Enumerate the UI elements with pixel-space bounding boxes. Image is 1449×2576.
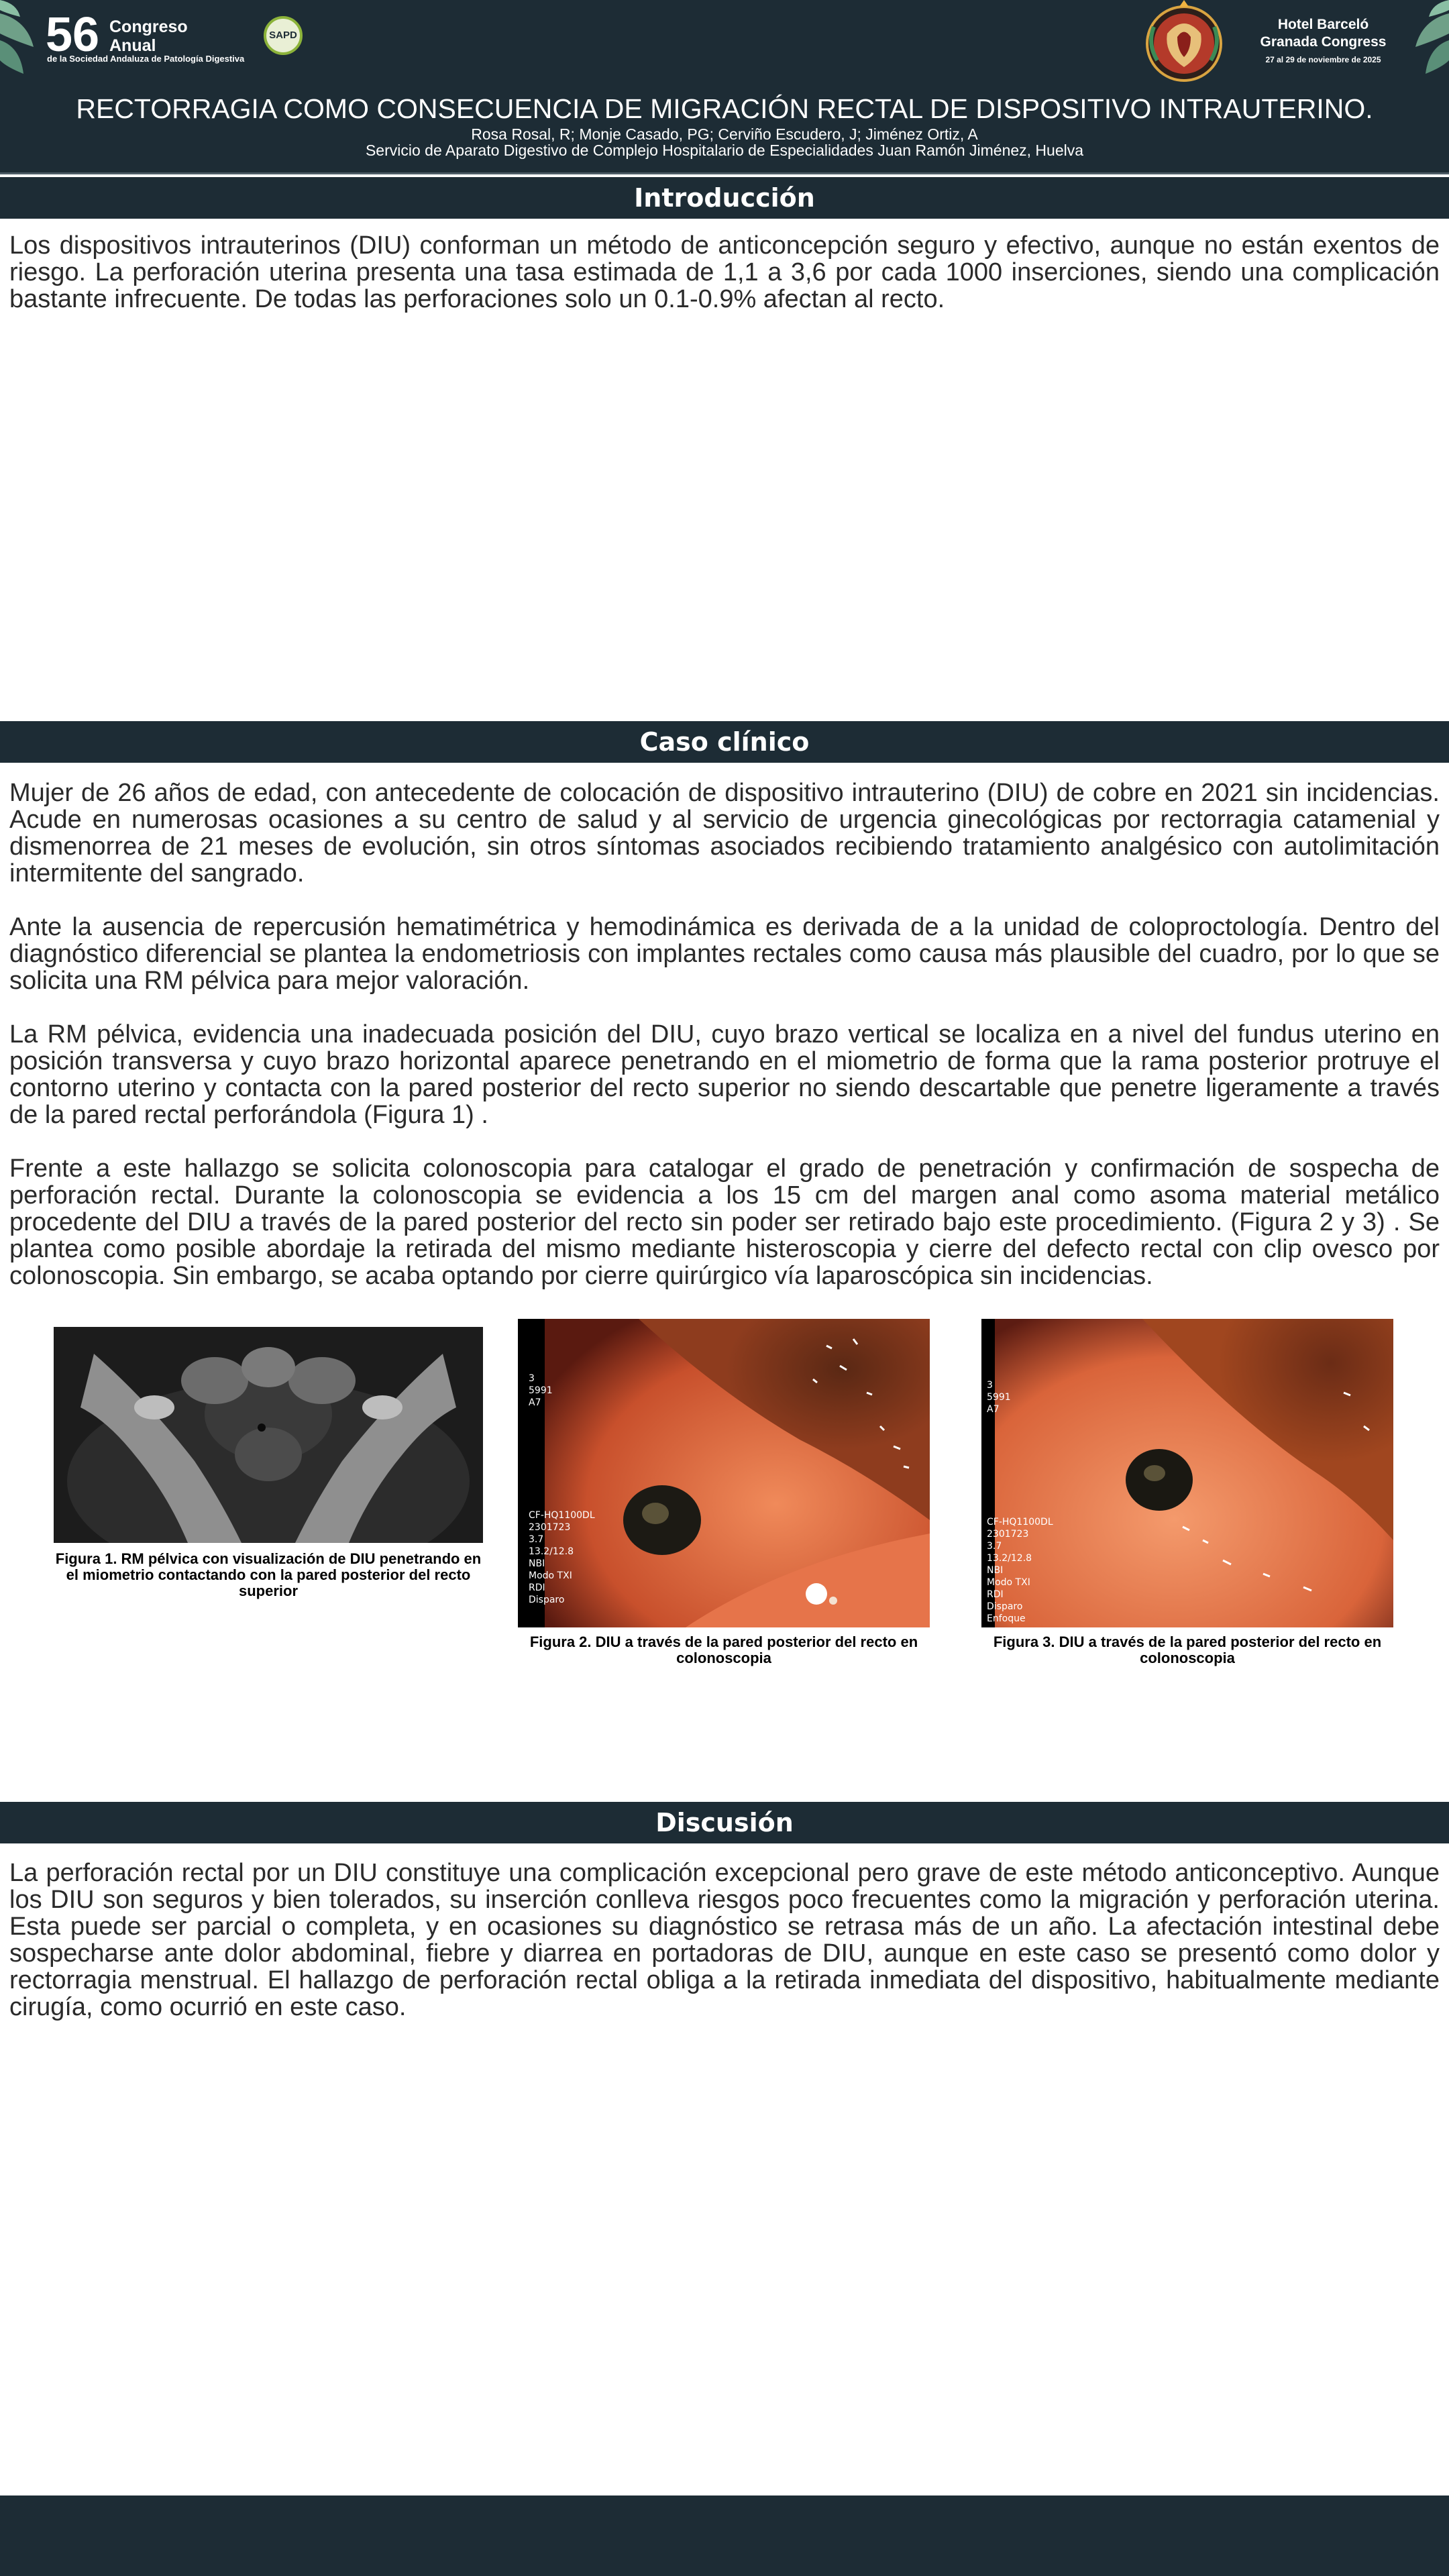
case-paragraph-3: La RM pélvica, evidencia una inadecuada posición del DIU, cuyo brazo vertical se localiza en a nivel del fundus uterino en posición transversa y cuyo brazo horizontal aparece penetrando en el miometrio de forma que la rama posterior protruye el contorno uterino y contacta con la pared posterior del recto superior no siendo descartable que penetre ligeramente a través de la pared rectal perforándola (Figura 1) . [9, 1020, 1440, 1129]
leaf-decoration-left [0, 0, 47, 80]
case-heading: Caso clínico [0, 721, 1449, 763]
congress-word-2: Anual [109, 36, 156, 55]
case-paragraph-2: Ante la ausencia de repercusión hematimétrica y hemodinámica es derivada de a la unidad de coloproctología. Dentro del diagnóstico diferencial se plantea la endometriosis con implantes rectales como causa más plausible del cuadro, por lo que se solicita una RM pélvica para mejor valoración. [9, 913, 1440, 995]
congress-word-1: Congreso [109, 17, 188, 36]
discussion-paragraph: La perforación rectal por un DIU constituye una complicación excepcional pero grave de este método anticonceptivo. Aunque los DIU son seguros y bien tolerados, su inserción conlleva riesgos poco frecuentes como la migración y perforación uterina. Esta puede ser parcial o completa, y en ocasiones su diagnóstico se retrasa más de un año. La afectación intestinal debe sospecharse ante dolor abdominal, fiebre y diarrea en portadoras de DIU, aunque en este caso se presentó como dolor y rectorragia menstrual. El hallazgo de perforación rectal obliga a la retirada inmediata del dispositivo, habitualmente mediante cirugía, como ocurrió en este caso. [9, 1859, 1440, 2021]
granada-crest-icon [1140, 0, 1228, 84]
affiliation: Servicio de Aparato Digestivo de Complejo Hospitalario de Especialidades Juan Ramón Jiménez, Huelva [365, 142, 1084, 159]
intro-text [9, 232, 1440, 313]
sapd-logo: SAPD [264, 16, 303, 55]
intro-heading: Introducción [0, 177, 1449, 219]
congress-number: 56 [46, 8, 100, 62]
congress-subtitle: de la Sociedad Andaluza de Patología Digestiva [47, 54, 245, 64]
poster-header [0, 0, 1449, 174]
colonoscopy-image-3 [981, 1319, 1393, 1627]
venue-line-1: Hotel Barceló [1277, 17, 1369, 32]
venue-line-2: Granada Congress [1260, 34, 1387, 50]
endoscope-overlay-3: 3 5991 A7 CF-HQ1100DL 2301723 3.7 13.2/12.8 NBI Modo TXI RDI Disparo Enfoque [987, 1380, 1053, 1624]
leaf-decoration-right [1402, 0, 1449, 80]
congress-logo [46, 7, 297, 70]
discussion-text [9, 1860, 1440, 2021]
poster-footer [0, 2496, 1449, 2576]
case-text [9, 780, 1440, 1289]
colonoscopy-image-2 [518, 1319, 930, 1627]
case-paragraph-1: Mujer de 26 años de edad, con antecedente de colocación de dispositivo intrauterino (DIU) de cobre en 2021 sin incidencias. Acude en numerosas ocasiones a su centro de salud y al servicio de urgencia ginecológicas por rectorragia catamenial y dismenorrea de 21 meses de evolución, sin otros síntomas asociados recibiendo tratamiento analgésico con autolimitación intermitente del sangrado. [9, 779, 1440, 888]
venue-dates: 27 al 29 de noviembre de 2025 [1265, 55, 1381, 64]
figure-2-caption: Figura 2. DIU a través de la pared posterior del recto en colonoscopia [529, 1633, 918, 1666]
figure-1-caption: Figura 1. RM pélvica con visualización de DIU penetrando en el miometrio contactando con la pared posterior del recto superior [55, 1550, 482, 1599]
figure-3-caption: Figura 3. DIU a través de la pared posterior del recto en colonoscopia [993, 1633, 1382, 1666]
figure-1 [54, 1327, 483, 1609]
poster-title: RECTORRAGIA COMO CONSECUENCIA DE MIGRACIÓN RECTAL DE DISPOSITIVO INTRAUTERINO. [76, 93, 1373, 124]
discussion-heading: Discusión [0, 1802, 1449, 1843]
mri-image [54, 1327, 483, 1543]
figure-3 [981, 1319, 1393, 1674]
authors: Rosa Rosal, R; Monje Casado, PG; Cerviño Escudero, J; Jiménez Ortiz, A [471, 125, 978, 143]
intro-paragraph: Los dispositivos intrauterinos (DIU) conforman un método de anticoncepción seguro y efectivo, aunque no están exentos de riesgo. La perforación uterina presenta una tasa estimada de 1,1 a 3,6 por cada 1000 inserciones, siendo una complicación bastante infrecuente. De todas las perforaciones solo un 0.1-0.9% afectan al recto. [9, 231, 1440, 313]
venue-info [1244, 16, 1402, 68]
figure-2 [518, 1319, 930, 1674]
endoscope-overlay-2: 3 5991 A7 CF-HQ1100DL 2301723 3.7 13.2/12.8 NBI Modo TXI RDI Disparo [529, 1373, 595, 1605]
case-paragraph-4: Frente a este hallazgo se solicita colonoscopia para catalogar el grado de penetración y confirmación de sospecha de perforación rectal. Durante la colonoscopia se evidencia a los 15 cm del margen anal como asoma material metálico procedente del DIU a través de la pared posterior del recto sin poder ser retirado bajo este procedimiento. (Figura 2 y 3) . Se plantea como posible abordaje la retirada del mismo mediante histeroscopia y cierre del defecto rectal con clip ovesco por colonoscopia. Sin embargo, se acaba optando por cierre quirúrgico vía laparoscópica sin incidencias. [9, 1155, 1440, 1290]
